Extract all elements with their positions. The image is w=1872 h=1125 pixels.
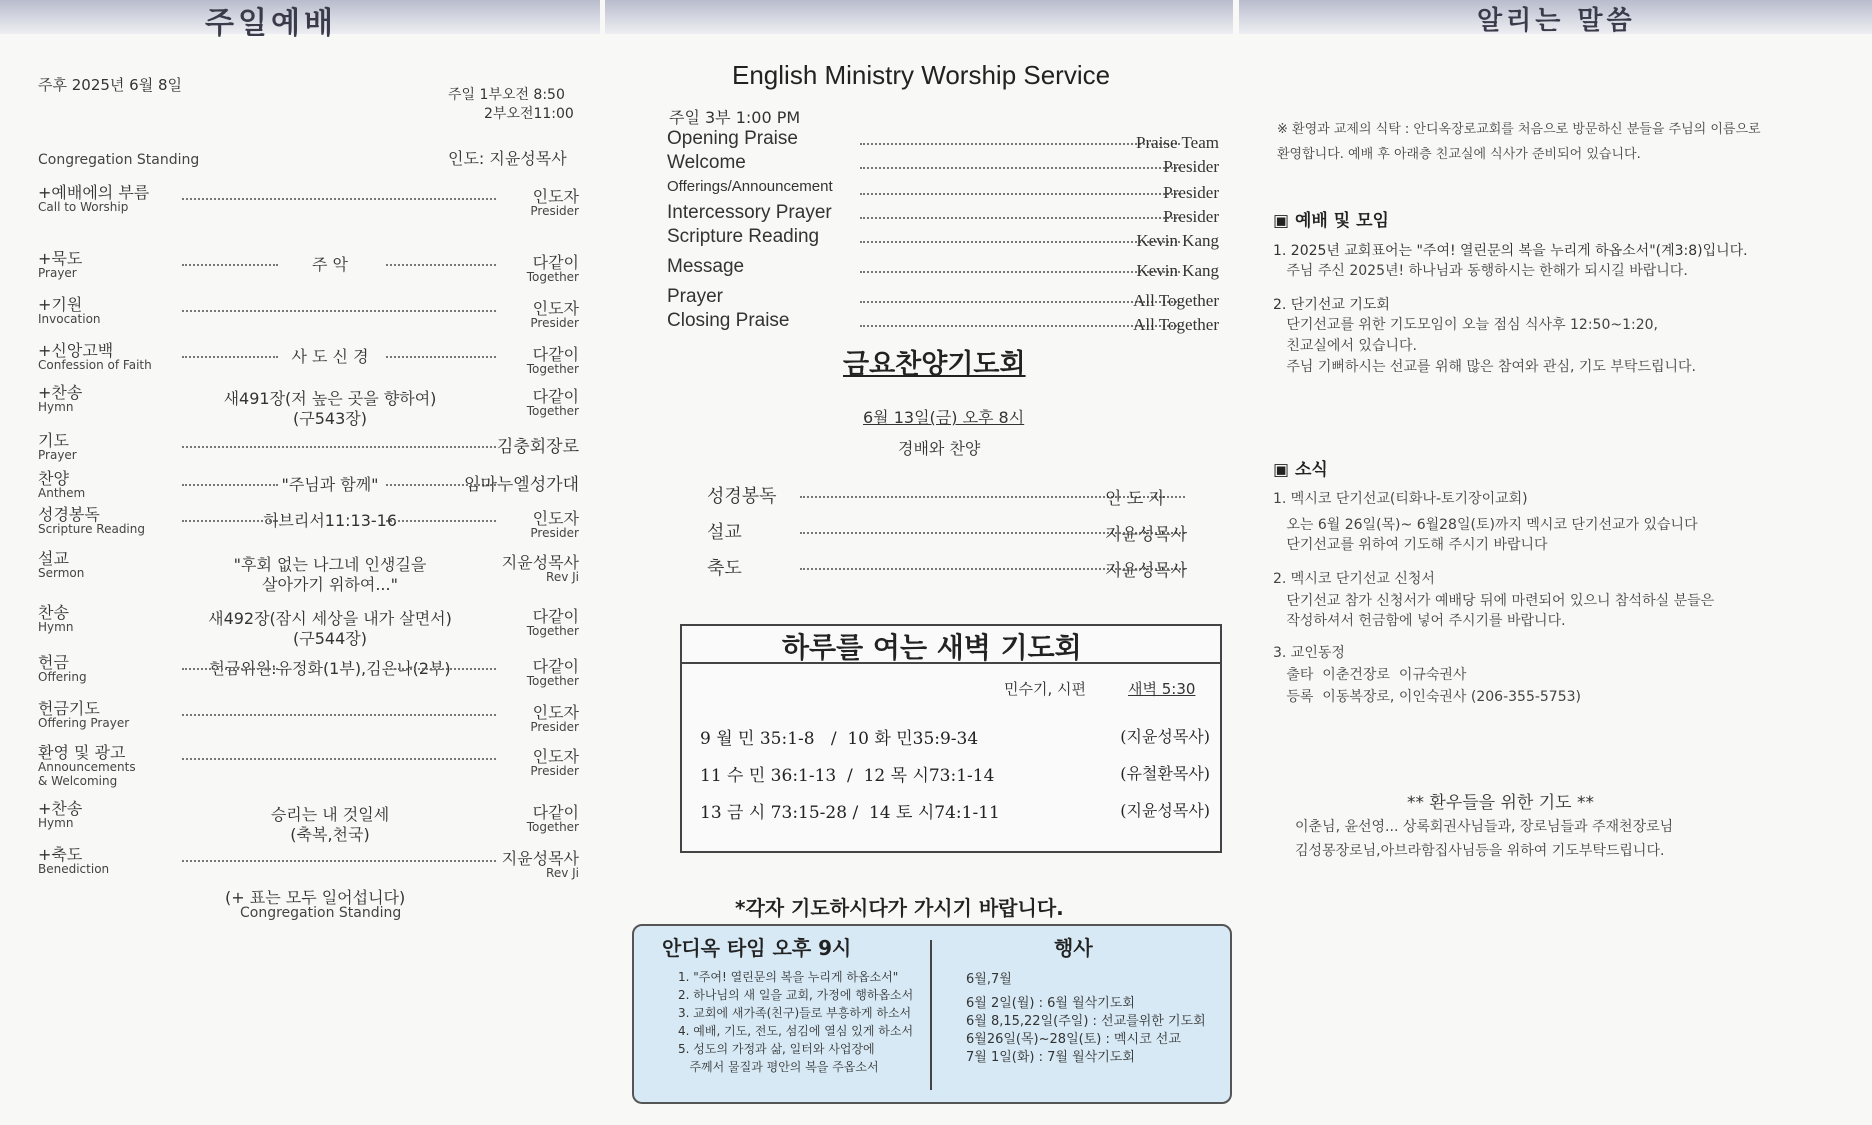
- order-item-en: Scripture Reading: [38, 522, 145, 536]
- leader-dots: [182, 714, 496, 716]
- news-item-line: 출타 이춘건장로 이규숙권사: [1273, 667, 1467, 683]
- event-item: 6월,7월: [966, 972, 1012, 987]
- order-item-leader: 다같이: [532, 253, 579, 272]
- order-item-center2: (구544장): [293, 629, 367, 648]
- leader-label: 인도: 지윤성목사: [448, 149, 567, 168]
- em-dots: [860, 217, 1180, 219]
- em-item-name: Intercessory Prayer: [667, 202, 832, 223]
- order-item-ko: 헌금: [38, 653, 69, 672]
- em-dots: [860, 301, 1180, 303]
- leader-dots: [386, 520, 496, 522]
- welcome-line-2: 환영합니다. 예배 후 아래층 친교실에 식사가 준비되어 있습니다.: [1277, 147, 1641, 162]
- order-item-en: Offering: [38, 670, 87, 684]
- em-dots: [860, 241, 1180, 243]
- em-item-leader: Kevin Kang: [1136, 231, 1219, 250]
- em-item-name: Offerings/Announcement: [667, 178, 833, 195]
- order-item-leader: 인도자: [532, 747, 579, 766]
- leader-dots: [386, 264, 496, 266]
- sick-prayer-line-2: 김성몽장로님,아브라함집사님등을 위하여 기도부탁드립니다.: [1295, 843, 1665, 859]
- leader-dots: [386, 356, 496, 358]
- order-item-en: Announcements: [38, 760, 136, 774]
- leader-dots: [182, 668, 278, 670]
- order-item-leader-en: Together: [526, 270, 579, 284]
- order-item-leader: 다같이: [532, 803, 579, 822]
- news-item-line: 작성하셔서 헌금함에 넣어 주시기를 바랍니다.: [1273, 613, 1566, 629]
- order-item-leader: 인도자: [532, 187, 579, 206]
- order-item-leader-en: Together: [526, 404, 579, 418]
- order-item-center2: (축복,천국): [290, 825, 370, 844]
- em-dots: [860, 167, 1180, 169]
- antioch-prayer-item: 5. 성도의 가정과 삶, 일터와 사업장에: [678, 1042, 875, 1056]
- order-item-en: Benediction: [38, 862, 110, 876]
- em-dots: [860, 325, 1180, 327]
- order-item-ko: 찬송: [38, 603, 69, 622]
- order-item-center: 새491장(저 높은 곳을 향하여): [223, 389, 437, 408]
- pray-note: *각자 기도하시다가 가시기 바랍니다.: [735, 896, 1064, 920]
- friday-item-leader: 인 도 자: [1105, 489, 1166, 509]
- service-time-2: 2부오전11:00: [484, 106, 574, 122]
- middle-banner: [605, 0, 1233, 34]
- order-item-en: Prayer: [38, 448, 77, 462]
- order-item-leader: 지윤성목사: [501, 553, 579, 572]
- order-item-leader: 지윤성목사: [501, 849, 579, 868]
- order-item-leader: 김충회장로: [496, 437, 579, 457]
- leader-dots: [182, 758, 496, 760]
- order-item-center2: (구543장): [293, 409, 367, 428]
- em-dots: [860, 143, 1180, 145]
- order-item-center: 승리는 내 것일세: [270, 805, 390, 824]
- order-item-leader-en: Together: [526, 624, 579, 638]
- em-title: English Ministry Worship Service: [732, 60, 1111, 90]
- events-title: 행사: [1054, 936, 1093, 960]
- em-item-leader: Presider: [1163, 157, 1219, 176]
- section-worship-title: ▣ 예배 및 모임: [1273, 211, 1389, 231]
- order-item-center: "주님과 함께": [281, 475, 379, 494]
- em-dots: [860, 193, 1180, 195]
- news-item-line: 단기선교를 위하여 기도해 주시기 바랍니다: [1273, 537, 1548, 553]
- order-item-en: Invocation: [38, 312, 101, 326]
- service-date: 주후 2025년 6월 8일: [38, 76, 183, 94]
- order-item-en2: & Welcoming: [38, 774, 118, 788]
- order-item-leader: 인도자: [532, 509, 579, 528]
- news-item-line: 단기선교 참가 신청서가 예배당 뒤에 마련되어 있으니 참석하실 분들은: [1273, 593, 1715, 609]
- dawn-sub-time: 새벽 5:30: [1128, 680, 1196, 698]
- dawn-row-preacher: (지윤성목사): [1120, 801, 1210, 820]
- antioch-divider: [930, 940, 932, 1090]
- order-item-center: 주 악: [312, 255, 348, 274]
- friday-date: 6월 13일(금) 오후 8시: [863, 408, 1025, 427]
- leader-dots: [182, 860, 496, 862]
- em-time: 주일 3부 1:00 PM: [669, 108, 801, 127]
- order-item-leader: 다같이: [532, 345, 579, 364]
- order-item-en: Sermon: [38, 566, 85, 580]
- sick-prayer-title: ** 환우들을 위한 기도 **: [1407, 793, 1594, 813]
- friday-item-leader: 지윤성목사: [1105, 561, 1188, 581]
- order-item-en: Hymn: [38, 816, 74, 830]
- order-item-leader: 인도자: [532, 299, 579, 318]
- footer-note-en: Congregation Standing: [240, 905, 402, 921]
- event-item: 6월26일(목)~28일(토) : 멕시코 선교: [966, 1032, 1181, 1047]
- friday-item-leader: 지윤성목사: [1105, 525, 1188, 545]
- order-item-leader: 인도자: [532, 703, 579, 722]
- order-item-ko: +묵도: [38, 249, 83, 268]
- announcements-panel: [1237, 0, 1872, 1125]
- leader-dots: [182, 484, 278, 486]
- order-item-center: 새492장(잠시 세상을 내가 살면서): [208, 609, 452, 628]
- order-item-leader-en: Rev Ji: [546, 570, 579, 584]
- order-item-ko: +예배에의 부름: [38, 183, 150, 202]
- news-item-line: 1. 멕시코 단기선교(티화나-토기장이교회): [1273, 491, 1528, 507]
- dawn-row-text: 9 월 민 35:1-8 / 10 화 민35:9-34: [700, 729, 979, 749]
- leader-dots: [182, 446, 496, 448]
- order-item-center: 헌금위원:유정화(1부),김은나(2부): [209, 659, 451, 678]
- order-item-en: Confession of Faith: [38, 358, 152, 372]
- order-item-ko: 환영 및 광고: [38, 743, 126, 762]
- order-item-leader-en: Presider: [530, 720, 579, 734]
- em-item-name: Closing Praise: [667, 310, 790, 331]
- right-banner-title: 알리는 말씀: [1477, 6, 1636, 36]
- em-item-leader: Praise Team: [1136, 133, 1219, 152]
- order-item-ko: 헌금기도: [38, 699, 100, 718]
- sunday-worship-panel: [0, 0, 605, 1125]
- friday-sub: 경배와 찬양: [898, 439, 981, 458]
- worship-item-line: 단기선교를 위한 기도모임이 오늘 점심 식사후 12:50~1:20,: [1273, 317, 1658, 333]
- em-item-name: Opening Praise: [667, 128, 798, 149]
- antioch-title: 안디옥 타임 오후 9시: [662, 936, 852, 960]
- worship-item-line: 친교실에서 있습니다.: [1273, 338, 1417, 354]
- em-item-leader: Presider: [1163, 207, 1219, 226]
- antioch-prayer-item: 2. 하나님의 새 일을 교회, 가정에 행하옵소서: [678, 988, 914, 1002]
- leader-dots: [182, 198, 496, 200]
- friday-item-name: 성경봉독: [707, 486, 777, 507]
- em-item-name: Scripture Reading: [667, 226, 820, 247]
- order-item-leader-en: Together: [526, 362, 579, 376]
- order-item-en: Call to Worship: [38, 200, 129, 214]
- order-item-leader-en: Presider: [530, 764, 579, 778]
- footer-note-ko: (+ 표는 모두 일어섭니다): [225, 888, 406, 907]
- worship-item-line: 주님 기뻐하시는 선교를 위해 많은 참여와 관심, 기도 부탁드립니다.: [1273, 359, 1696, 375]
- em-item-leader: Kevin Kang: [1136, 261, 1219, 280]
- dawn-row-text: 11 수 민 36:1-13 / 12 목 시73:1-14: [700, 766, 995, 786]
- order-item-en: Anthem: [38, 486, 86, 500]
- order-item-leader-en: Presider: [530, 526, 579, 540]
- friday-item-name: 축도: [707, 558, 742, 579]
- order-item-ko: +신앙고백: [38, 341, 114, 360]
- leader-dots: [182, 520, 278, 522]
- order-item-center: "후회 없는 나그네 인생길을: [233, 555, 427, 574]
- welcome-line-1: ※ 환영과 교제의 식탁 : 안디옥장로교회를 처음으로 방문하신 분들을 주님의 이름으로: [1277, 122, 1761, 137]
- order-item-ko: +찬송: [38, 383, 83, 402]
- friday-title: 금요찬양기도회: [843, 349, 1026, 380]
- dawn-title: 하루를 여는 새벽 기도회: [782, 631, 1082, 664]
- leader-dots: [182, 356, 278, 358]
- antioch-prayer-item: 4. 예배, 기도, 전도, 섬김에 열심 있게 하소서: [678, 1024, 914, 1038]
- order-item-leader: 임마누엘성가대: [464, 475, 579, 495]
- em-item-name: Prayer: [667, 286, 723, 307]
- leader-dots: [182, 310, 496, 312]
- news-item-line: 3. 교인동정: [1273, 645, 1345, 661]
- news-item-line: 2. 멕시코 단기선교 신청서: [1273, 571, 1435, 587]
- section-news-title: ▣ 소식: [1273, 460, 1328, 480]
- order-item-center: 사 도 신 경: [291, 347, 369, 366]
- dawn-divider: [682, 662, 1220, 664]
- antioch-prayer-item: 주께서 물질과 평안의 복을 주옵소서: [678, 1060, 879, 1074]
- order-item-leader-en: Rev Ji: [546, 866, 579, 880]
- dawn-row-preacher: (지윤성목사): [1120, 727, 1210, 746]
- event-item: 6월 2일(월) : 6월 월삭기도회: [966, 996, 1135, 1011]
- worship-item-line: 2. 단기선교 기도회: [1273, 297, 1390, 313]
- antioch-prayer-item: 1. "주여! 열린문의 복을 누리게 하옵소서": [678, 970, 899, 984]
- news-item-line: 오는 6월 26일(목)~ 6월28일(토)까지 멕시코 단기선교가 있습니다: [1273, 517, 1698, 533]
- order-item-en: Hymn: [38, 620, 74, 634]
- em-dots: [860, 271, 1180, 273]
- order-item-leader-en: Presider: [530, 204, 579, 218]
- order-item-center2: 살아가기 위하여...": [262, 575, 398, 594]
- service-time-1: 주일 1부오전 8:50: [448, 87, 565, 103]
- em-item-leader: All Together: [1133, 291, 1219, 310]
- order-item-center: 히브리서11:13-16: [262, 511, 398, 530]
- order-item-ko: +축도: [38, 845, 83, 864]
- em-item-name: Message: [667, 256, 745, 277]
- congregation-standing-header: Congregation Standing: [38, 152, 200, 168]
- em-item-name: Welcome: [667, 152, 746, 173]
- order-item-leader: 다같이: [532, 387, 579, 406]
- order-item-ko: 찬양: [38, 469, 69, 488]
- antioch-prayer-item: 3. 교회에 새가족(친구)들로 부흥하게 하소서: [678, 1006, 912, 1020]
- order-item-ko: +찬송: [38, 799, 83, 818]
- dawn-row-preacher: (유철환목사): [1120, 764, 1210, 783]
- order-item-ko: 성경봉독: [38, 505, 100, 524]
- friday-item-name: 설교: [707, 522, 742, 543]
- antioch-time-box: [632, 924, 1232, 1104]
- order-item-en: Prayer: [38, 266, 77, 280]
- order-item-ko: +기원: [38, 295, 83, 314]
- leader-dots: [386, 668, 496, 670]
- order-item-en: Offering Prayer: [38, 716, 130, 730]
- em-item-leader: All Together: [1133, 315, 1219, 334]
- order-item-leader: 다같이: [532, 657, 579, 676]
- em-item-leader: Presider: [1163, 183, 1219, 202]
- sick-prayer-line-1: 이춘님, 윤선영... 상록회권사님들과, 장로님들과 주재천장로님: [1295, 819, 1674, 835]
- worship-item-line: 주님 주신 2025년! 하나님과 동행하시는 한해가 되시길 바랍니다.: [1273, 263, 1688, 279]
- order-item-ko: 기도: [38, 431, 69, 450]
- left-banner-title: 주일예배: [205, 6, 337, 41]
- order-item-leader-en: Together: [526, 820, 579, 834]
- order-item-leader: 다같이: [532, 607, 579, 626]
- worship-item-line: 1. 2025년 교회표어는 "주여! 열린문의 복을 누리게 하옵소서"(계3:8)입니다.: [1273, 243, 1748, 259]
- order-item-ko: 설교: [38, 549, 69, 568]
- news-item-line: 등록 이동복장로, 이인숙권사 (206-355-5753): [1273, 689, 1581, 705]
- order-item-en: Hymn: [38, 400, 74, 414]
- leader-dots: [182, 264, 278, 266]
- event-item: 7월 1일(화) : 7월 월삭기도회: [966, 1050, 1135, 1065]
- dawn-prayer-box: [680, 624, 1222, 853]
- dawn-row-text: 13 금 시 73:15-28 / 14 토 시74:1-11: [700, 803, 1000, 823]
- order-item-leader-en: Together: [526, 674, 579, 688]
- event-item: 6월 8,15,22일(주일) : 선교를위한 기도회: [966, 1014, 1206, 1029]
- dawn-sub-books: 민수기, 시편: [1004, 680, 1086, 698]
- order-item-leader-en: Presider: [530, 316, 579, 330]
